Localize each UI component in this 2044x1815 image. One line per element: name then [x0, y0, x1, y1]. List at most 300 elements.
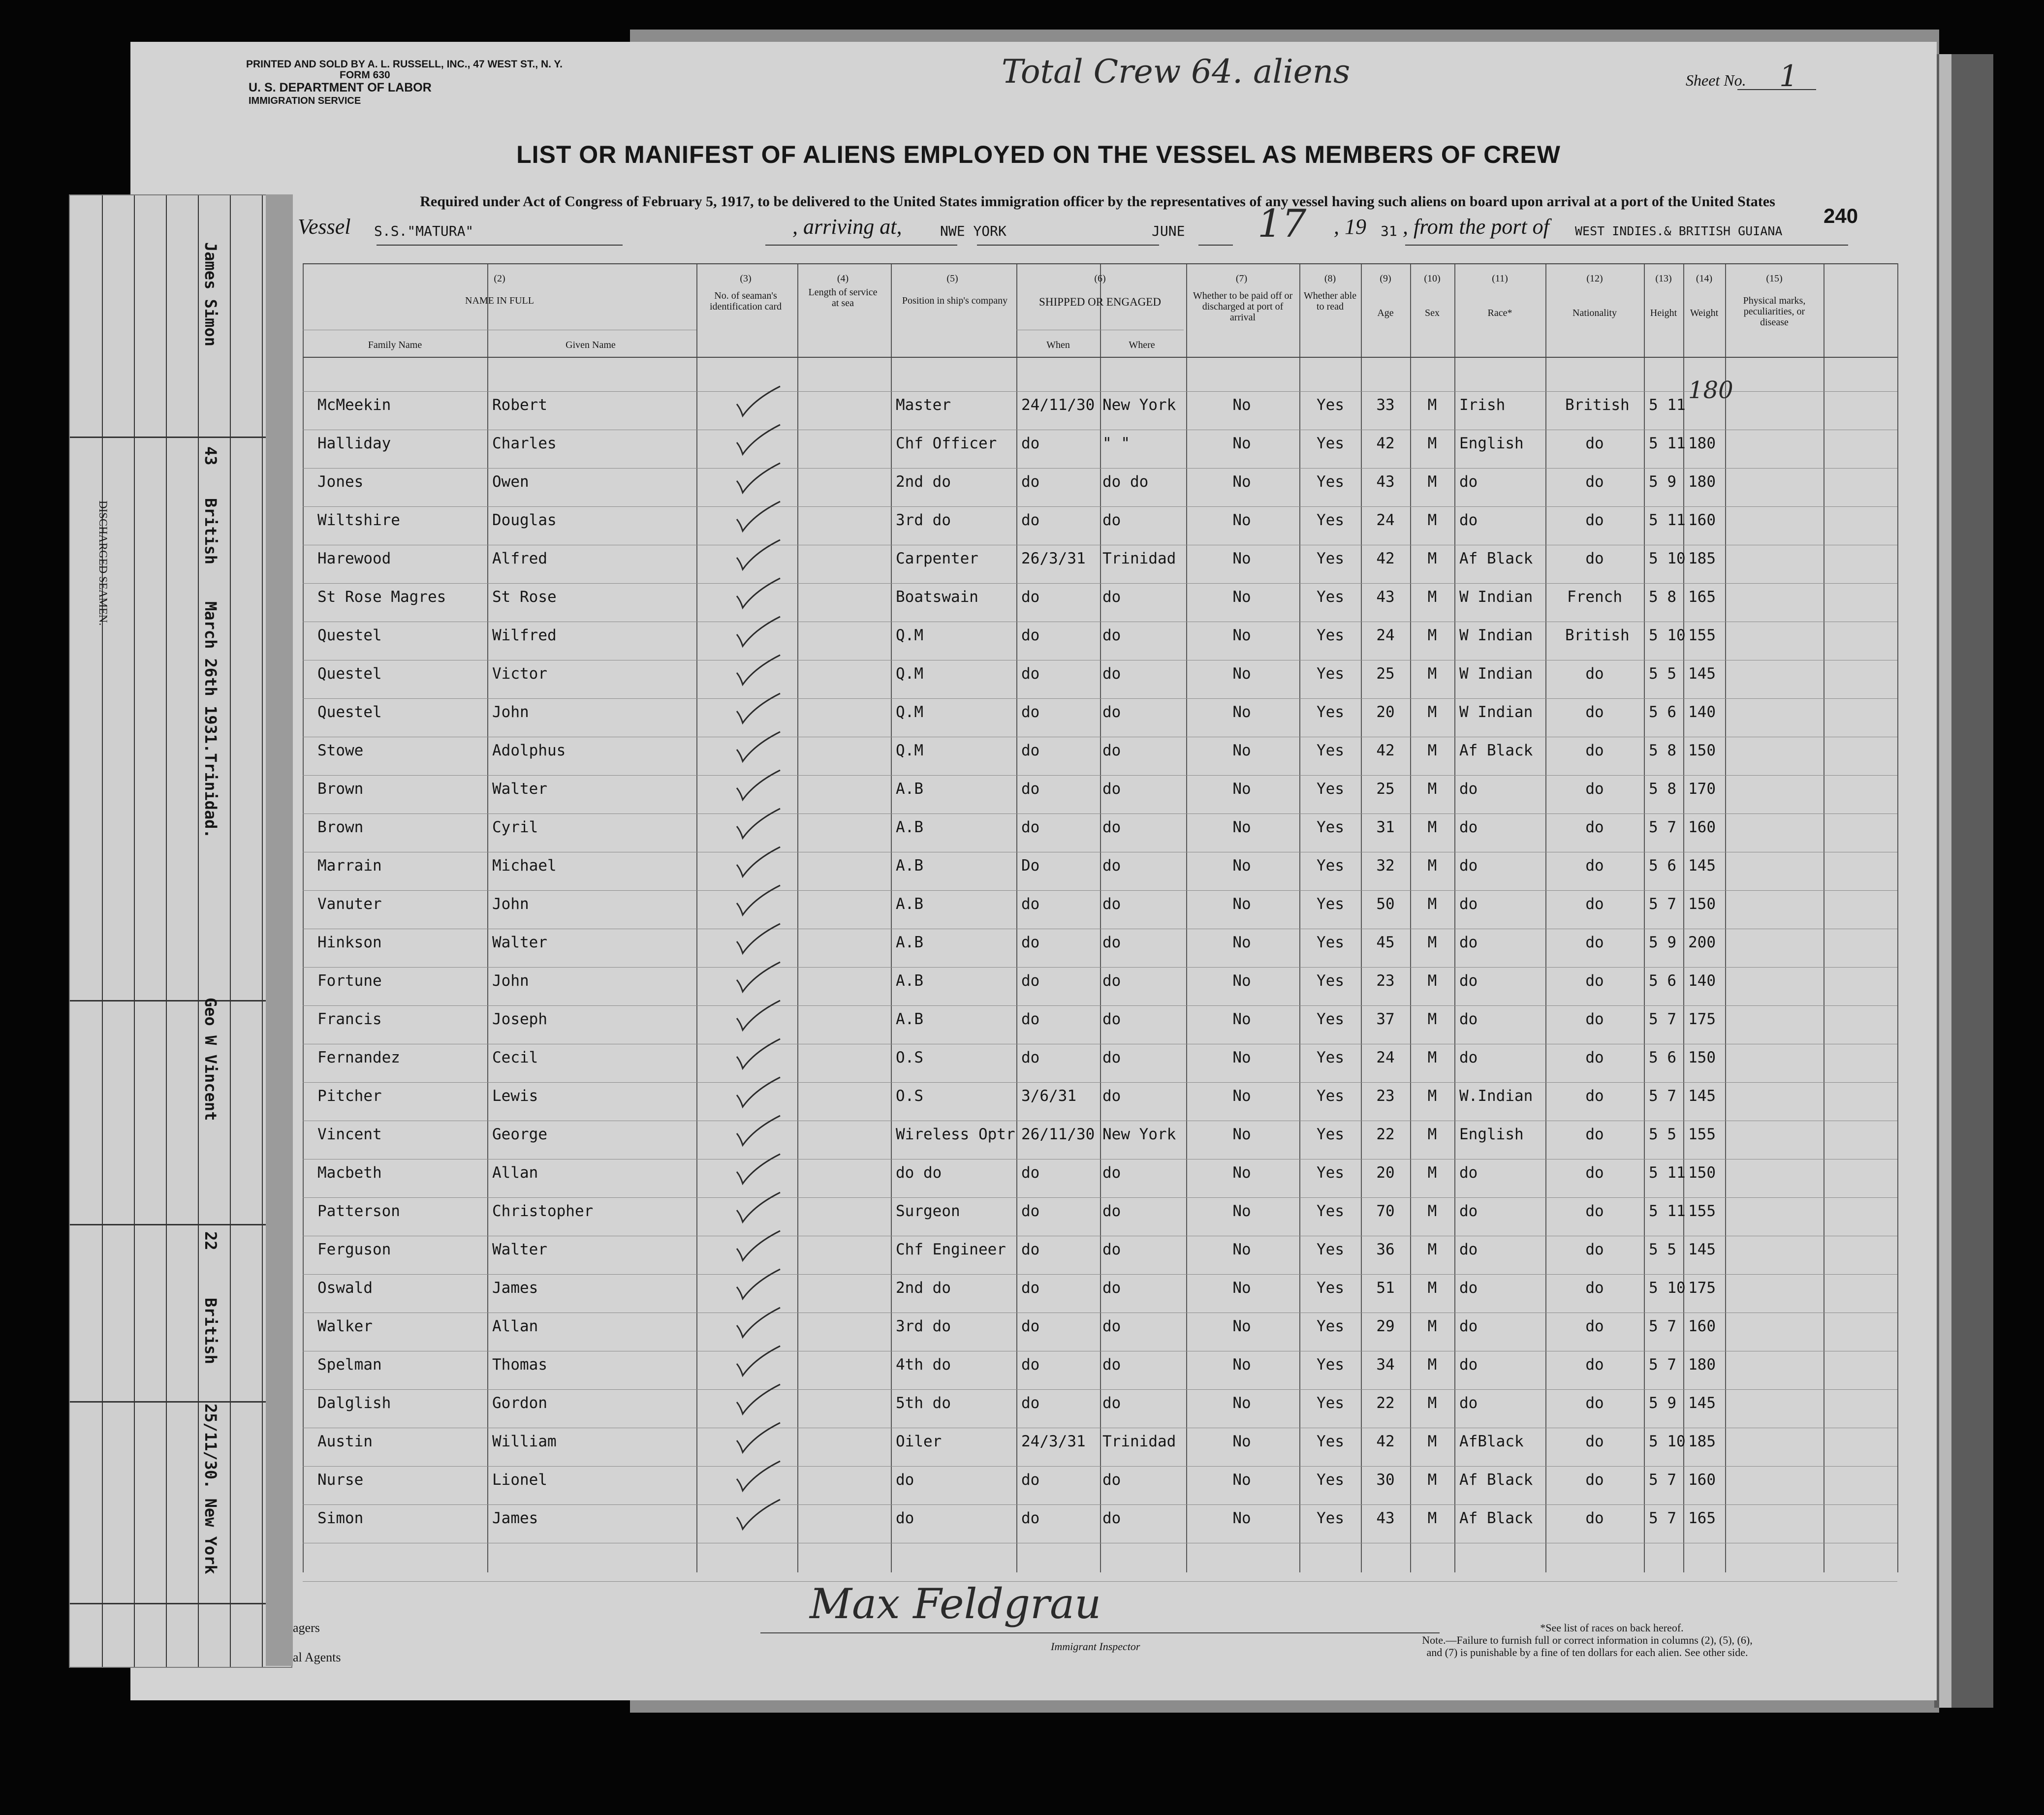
cell-family-name: Francis — [317, 1010, 382, 1028]
cell-shipped-when: do — [1021, 1394, 1040, 1412]
discharged-nationality-2: British — [201, 1298, 220, 1364]
cell-height: 5 11 — [1649, 1202, 1686, 1220]
cell-given-name: Adolphus — [492, 742, 566, 759]
cell-nationality: do — [1585, 435, 1604, 452]
discharged-name-2: Geo W Vincent — [201, 998, 220, 1121]
grid-column-line — [1644, 263, 1645, 1572]
grid-row-line — [303, 698, 1897, 699]
grid-row-line — [303, 468, 1897, 469]
cell-able-to-read: Yes — [1317, 857, 1344, 875]
cell-weight: 150 — [1688, 895, 1716, 913]
cell-able-to-read: Yes — [1317, 1317, 1344, 1335]
cell-age: 43 — [1376, 588, 1395, 606]
cell-paid-off: No — [1232, 396, 1251, 414]
cell-family-name: Oswald — [317, 1279, 373, 1297]
cell-able-to-read: Yes — [1317, 703, 1344, 721]
col6-header: SHIPPED OR ENGAGED — [1039, 296, 1161, 308]
check-mark-icon — [735, 1459, 782, 1493]
grid-column-line — [1299, 263, 1300, 1572]
arrival-month: JUNE — [1152, 223, 1185, 239]
manifest-sheet — [130, 42, 1937, 1700]
cell-family-name: Nurse — [317, 1471, 364, 1489]
cell-paid-off: No — [1232, 1164, 1251, 1182]
col13-number: (13) — [1655, 273, 1672, 284]
cell-given-name: Owen — [492, 473, 529, 491]
strip-column-line — [134, 195, 135, 1667]
cell-nationality: do — [1585, 1087, 1604, 1105]
cell-shipped-when: do — [1021, 780, 1040, 798]
strip-column-line — [166, 195, 167, 1667]
cell-sex: M — [1427, 1087, 1437, 1105]
col6-number: (6) — [1094, 273, 1106, 284]
cell-height: 5 11 — [1649, 435, 1686, 452]
cell-height: 5 7 — [1649, 818, 1676, 836]
grid-row-line — [303, 1389, 1897, 1390]
departure-port: WEST INDIES.& BRITISH GUIANA — [1575, 224, 1783, 238]
cell-age: 51 — [1376, 1279, 1395, 1297]
cell-position: 2nd do — [896, 473, 951, 491]
cell-given-name: Allan — [492, 1164, 538, 1182]
check-mark-icon — [735, 807, 782, 840]
cell-age: 23 — [1376, 1087, 1395, 1105]
cell-age: 43 — [1376, 473, 1395, 491]
cell-age: 20 — [1376, 703, 1395, 721]
check-mark-icon — [735, 615, 782, 648]
cell-nationality: do — [1585, 780, 1604, 798]
cell-height: 5 9 — [1649, 1394, 1676, 1412]
cell-shipped-when: 26/3/31 — [1021, 550, 1086, 567]
cell-family-name: Vincent — [317, 1126, 382, 1143]
cell-height: 5 11 — [1649, 1164, 1686, 1182]
cell-family-name: Questel — [317, 626, 382, 644]
cell-shipped-where: do — [1102, 626, 1121, 644]
cell-able-to-read: Yes — [1317, 895, 1344, 913]
cell-height: 5 9 — [1649, 934, 1676, 951]
cell-height: 5 11 — [1649, 396, 1686, 414]
strip-column-line — [230, 195, 231, 1667]
fine-note-2: and (7) is punishable by a fine of ten dollars for each alien. See other side. — [1426, 1646, 1748, 1659]
cell-family-name: Stowe — [317, 742, 364, 759]
cell-weight: 160 — [1688, 511, 1716, 529]
cell-race: do — [1459, 972, 1478, 990]
col4-header: Length of service at sea — [808, 287, 878, 309]
strip-title: DISCHARGED SEAMEN. — [97, 501, 109, 626]
cell-family-name: Fortune — [317, 972, 382, 990]
cell-able-to-read: Yes — [1317, 1202, 1344, 1220]
cell-able-to-read: Yes — [1317, 1049, 1344, 1066]
cell-shipped-when: do — [1021, 972, 1040, 990]
cell-shipped-when: do — [1021, 934, 1040, 951]
cell-height: 5 8 — [1649, 742, 1676, 759]
cell-age: 29 — [1376, 1317, 1395, 1335]
check-mark-icon — [735, 922, 782, 955]
cell-family-name: Walker — [317, 1317, 373, 1335]
cell-family-name: Pitcher — [317, 1087, 382, 1105]
cell-shipped-where: New York — [1102, 1126, 1176, 1143]
cell-able-to-read: Yes — [1317, 511, 1344, 529]
cell-sex: M — [1427, 1164, 1437, 1182]
col14-number: (14) — [1696, 273, 1713, 284]
cell-weight: 175 — [1688, 1279, 1716, 1297]
check-mark-icon — [735, 423, 782, 456]
cell-given-name: Christopher — [492, 1202, 594, 1220]
cell-nationality: do — [1585, 550, 1604, 567]
cell-age: 22 — [1376, 1126, 1395, 1143]
cell-sex: M — [1427, 550, 1437, 567]
cell-sex: M — [1427, 895, 1437, 913]
col11-number: (11) — [1492, 273, 1508, 284]
check-mark-icon — [735, 883, 782, 917]
cell-given-name: Robert — [492, 396, 547, 414]
cell-weight: 155 — [1688, 1126, 1716, 1143]
col5-header: Position in ship's company — [902, 295, 1008, 306]
cell-shipped-where: do — [1102, 1317, 1121, 1335]
check-mark-icon — [735, 1267, 782, 1301]
cell-given-name: Walter — [492, 1241, 547, 1258]
cell-position: A.B — [896, 818, 923, 836]
cell-age: 24 — [1376, 626, 1395, 644]
cell-shipped-when: do — [1021, 703, 1040, 721]
cell-race: do — [1459, 1202, 1478, 1220]
cell-shipped-when: do — [1021, 588, 1040, 606]
cell-height: 5 5 — [1649, 1241, 1676, 1258]
cell-able-to-read: Yes — [1317, 588, 1344, 606]
cell-family-name: Jones — [317, 473, 364, 491]
cell-shipped-where: do — [1102, 1010, 1121, 1028]
cell-paid-off: No — [1232, 703, 1251, 721]
check-mark-icon — [735, 461, 782, 495]
grid-column-line — [1725, 263, 1726, 1572]
check-mark-icon — [735, 1344, 782, 1377]
cell-shipped-when: do — [1021, 1509, 1040, 1527]
cell-position: A.B — [896, 934, 923, 951]
check-mark-icon — [735, 768, 782, 802]
cell-shipped-where: do — [1102, 511, 1121, 529]
cell-position: 2nd do — [896, 1279, 951, 1297]
strip-divider — [70, 437, 291, 438]
cell-race: English — [1459, 1126, 1524, 1143]
discharged-nationality-1: British — [201, 498, 220, 564]
cell-weight: 180 — [1688, 435, 1716, 452]
cell-age: 43 — [1376, 1509, 1395, 1527]
cell-weight: 165 — [1688, 588, 1716, 606]
cell-age: 20 — [1376, 1164, 1395, 1182]
cell-height: 5 7 — [1649, 1356, 1676, 1374]
cell-given-name: Victor — [492, 665, 547, 683]
cell-shipped-where: do — [1102, 1356, 1121, 1374]
cell-race: do — [1459, 818, 1478, 836]
cell-nationality: do — [1585, 1279, 1604, 1297]
cell-paid-off: No — [1232, 1202, 1251, 1220]
cell-sex: M — [1427, 1509, 1437, 1527]
cell-age: 50 — [1376, 895, 1395, 913]
cell-race: Af Black — [1459, 1509, 1533, 1527]
cell-height: 5 6 — [1649, 1049, 1676, 1066]
department: U. S. DEPARTMENT OF LABOR — [249, 81, 432, 94]
cell-position: 3rd do — [896, 511, 951, 529]
cell-able-to-read: Yes — [1317, 1394, 1344, 1412]
col14-header: Weight — [1690, 308, 1719, 318]
cell-family-name: St Rose Magres — [317, 588, 446, 606]
department-block — [249, 81, 432, 108]
cell-weight: 160 — [1688, 818, 1716, 836]
cell-sex: M — [1427, 1241, 1437, 1258]
cell-able-to-read: Yes — [1317, 818, 1344, 836]
grid-column-line — [891, 263, 892, 1572]
cell-paid-off: No — [1232, 550, 1251, 567]
cell-position: O.S — [896, 1049, 923, 1066]
cell-position: Master — [896, 396, 951, 414]
cell-nationality: British — [1565, 626, 1630, 644]
cell-sex: M — [1427, 473, 1437, 491]
strip-divider — [70, 1401, 291, 1403]
cell-height: 5 11 — [1649, 511, 1686, 529]
cell-weight: 155 — [1688, 1202, 1716, 1220]
check-mark-icon — [735, 384, 782, 418]
year-underline — [1198, 245, 1233, 246]
grid-column-line — [1016, 263, 1017, 1572]
cell-position: Q.M — [896, 665, 923, 683]
cell-given-name: Lewis — [492, 1087, 538, 1105]
grid-header-line — [303, 357, 1897, 358]
cell-shipped-where: do — [1102, 1049, 1121, 1066]
cell-given-name: James — [492, 1509, 538, 1527]
grid-column-line — [303, 263, 304, 1572]
cell-nationality: do — [1585, 1433, 1604, 1450]
year-prefix: , 19 — [1334, 215, 1366, 239]
cell-able-to-read: Yes — [1317, 626, 1344, 644]
cell-able-to-read: Yes — [1317, 972, 1344, 990]
cell-given-name: James — [492, 1279, 538, 1297]
inspector-label: Immigrant Inspector — [1051, 1640, 1140, 1653]
cell-height: 5 5 — [1649, 665, 1676, 683]
cell-race: W Indian — [1459, 665, 1533, 683]
check-mark-icon — [735, 1382, 782, 1416]
cell-height: 5 6 — [1649, 857, 1676, 875]
printer-line — [246, 59, 563, 81]
cell-nationality: French — [1567, 588, 1622, 606]
grid-column-line — [1454, 263, 1455, 1572]
grid-row-line — [303, 506, 1897, 507]
cell-age: 24 — [1376, 1049, 1395, 1066]
cell-able-to-read: Yes — [1317, 1241, 1344, 1258]
cell-shipped-when: do — [1021, 626, 1040, 644]
cell-age: 22 — [1376, 1394, 1395, 1412]
col13-header: Height — [1650, 308, 1677, 318]
cell-family-name: Hinkson — [317, 934, 382, 951]
check-mark-icon — [735, 538, 782, 571]
cell-paid-off: No — [1232, 588, 1251, 606]
cell-given-name: Cyril — [492, 818, 538, 836]
cell-position: Carpenter — [896, 550, 978, 567]
cell-shipped-where: do — [1102, 934, 1121, 951]
check-mark-icon — [735, 845, 782, 878]
cell-weight: 145 — [1688, 1394, 1716, 1412]
cell-nationality: do — [1585, 818, 1604, 836]
discharged-age-1: 43 — [201, 446, 220, 466]
cell-able-to-read: Yes — [1317, 1356, 1344, 1374]
cell-paid-off: No — [1232, 1087, 1251, 1105]
cell-given-name: John — [492, 972, 529, 990]
cell-race: do — [1459, 895, 1478, 913]
cell-paid-off: No — [1232, 1279, 1251, 1297]
cell-weight: 160 — [1688, 1471, 1716, 1489]
grid-column-line — [1186, 263, 1187, 1572]
cell-shipped-where: do — [1102, 972, 1121, 990]
cell-sex: M — [1427, 1394, 1437, 1412]
cell-sex: M — [1427, 972, 1437, 990]
strip-column-line — [102, 195, 103, 1667]
cell-given-name: Walter — [492, 780, 547, 798]
grid-row-line — [303, 1197, 1897, 1198]
cell-paid-off: No — [1232, 435, 1251, 452]
cell-sex: M — [1427, 1202, 1437, 1220]
cell-shipped-when: do — [1021, 435, 1040, 452]
cell-shipped-where: New York — [1102, 396, 1176, 414]
cell-race: do — [1459, 1317, 1478, 1335]
cell-able-to-read: Yes — [1317, 780, 1344, 798]
grid-row-line — [303, 583, 1897, 584]
cell-paid-off: No — [1232, 895, 1251, 913]
from-label: , from the port of — [1403, 215, 1549, 239]
strip-divider — [70, 1000, 291, 1001]
cell-sex: M — [1427, 934, 1437, 951]
cell-given-name: George — [492, 1126, 547, 1143]
cell-family-name: Harewood — [317, 550, 391, 567]
check-mark-icon — [735, 1306, 782, 1339]
cell-height: 5 7 — [1649, 1471, 1676, 1489]
cell-family-name: Macbeth — [317, 1164, 382, 1182]
cell-weight: 145 — [1688, 1241, 1716, 1258]
cell-shipped-where: do — [1102, 1087, 1121, 1105]
cell-able-to-read: Yes — [1317, 396, 1344, 414]
cell-able-to-read: Yes — [1317, 1010, 1344, 1028]
cell-shipped-when: 24/11/30 — [1021, 396, 1095, 414]
cell-sex: M — [1427, 396, 1437, 414]
page-subtitle: Required under Act of Congress of February 5, 1917, to be delivered to the United States immigration officer by the representatives of any vessel having such aliens on board upon arrival at a port of the United States — [420, 193, 1775, 210]
cell-nationality: do — [1585, 742, 1604, 759]
cell-age: 70 — [1376, 1202, 1395, 1220]
check-mark-icon — [735, 1075, 782, 1109]
cell-nationality: do — [1585, 511, 1604, 529]
cell-weight: 145 — [1688, 857, 1716, 875]
cell-given-name: Walter — [492, 934, 547, 951]
cell-position: Chf Officer — [896, 435, 997, 452]
grid-row-line — [303, 1274, 1897, 1275]
cell-race: AfBlack — [1459, 1433, 1524, 1450]
cell-nationality: do — [1585, 1010, 1604, 1028]
cell-handwritten-note: 180 — [1688, 376, 1733, 404]
cell-shipped-when: do — [1021, 1241, 1040, 1258]
cell-height: 5 10 — [1649, 550, 1686, 567]
cell-sex: M — [1427, 1126, 1437, 1143]
cell-paid-off: No — [1232, 742, 1251, 759]
cell-able-to-read: Yes — [1317, 1471, 1344, 1489]
cell-position: O.S — [896, 1087, 923, 1105]
page-title: LIST OR MANIFEST OF ALIENS EMPLOYED ON THE VESSEL AS MEMBERS OF CREW — [516, 141, 1561, 168]
cell-position: do — [896, 1509, 914, 1527]
cell-family-name: Questel — [317, 665, 382, 683]
cell-able-to-read: Yes — [1317, 1164, 1344, 1182]
cell-sex: M — [1427, 435, 1437, 452]
col7-header: Whether to be paid off or discharged at port of arrival — [1193, 290, 1293, 323]
cell-able-to-read: Yes — [1317, 550, 1344, 567]
cell-race: do — [1459, 511, 1478, 529]
cell-position: 5th do — [896, 1394, 951, 1412]
col8-header: Whether able to read — [1303, 290, 1357, 312]
sheet-underline — [1737, 89, 1816, 90]
form-number: FORM 630 — [340, 69, 390, 81]
col2-header: NAME IN FULL — [465, 295, 534, 306]
cell-family-name: Dalglish — [317, 1394, 391, 1412]
cell-race: do — [1459, 1241, 1478, 1258]
cell-position: A.B — [896, 895, 923, 913]
cell-age: 32 — [1376, 857, 1395, 875]
cell-able-to-read: Yes — [1317, 1126, 1344, 1143]
cell-height: 5 6 — [1649, 972, 1676, 990]
cell-weight: 140 — [1688, 972, 1716, 990]
cell-weight: 150 — [1688, 742, 1716, 759]
cell-race: do — [1459, 1394, 1478, 1412]
inspector-signature: Max Feldgrau — [810, 1580, 1101, 1628]
year-suffix: 31 — [1381, 223, 1397, 239]
cell-shipped-where: " " — [1102, 435, 1130, 452]
cell-nationality: do — [1585, 1049, 1604, 1066]
check-mark-icon — [735, 1498, 782, 1531]
cell-shipped-when: do — [1021, 1317, 1040, 1335]
cell-shipped-where: Trinidad — [1102, 550, 1176, 567]
cell-shipped-when: do — [1021, 665, 1040, 683]
cell-family-name: Halliday — [317, 435, 391, 452]
cell-race: Af Black — [1459, 1471, 1533, 1489]
col12-header: Nationality — [1572, 308, 1617, 318]
cell-sex: M — [1427, 742, 1437, 759]
vessel-underline — [377, 245, 623, 246]
cell-shipped-where: do — [1102, 818, 1121, 836]
cell-family-name: Ferguson — [317, 1241, 391, 1258]
cell-able-to-read: Yes — [1317, 435, 1344, 452]
cell-family-name: Fernandez — [317, 1049, 400, 1066]
cell-paid-off: No — [1232, 1509, 1251, 1527]
check-mark-icon — [735, 1190, 782, 1224]
cell-able-to-read: Yes — [1317, 1279, 1344, 1297]
cell-weight: 175 — [1688, 1010, 1716, 1028]
cell-position: Q.M — [896, 742, 923, 759]
cell-nationality: do — [1585, 934, 1604, 951]
cell-height: 5 8 — [1649, 780, 1676, 798]
cell-age: 25 — [1376, 665, 1395, 683]
col11-header: Race* — [1487, 308, 1512, 318]
col9-number: (9) — [1380, 273, 1391, 284]
grid-column-line — [1100, 263, 1101, 1572]
cell-position: Chf Engineer — [896, 1241, 1006, 1258]
check-mark-icon — [735, 1421, 782, 1454]
cell-given-name: Allan — [492, 1317, 538, 1335]
cell-family-name: Wiltshire — [317, 511, 400, 529]
cell-age: 42 — [1376, 435, 1395, 452]
cell-age: 25 — [1376, 780, 1395, 798]
cell-sex: M — [1427, 818, 1437, 836]
grid-column-line — [1897, 263, 1898, 1572]
cell-family-name: Vanuter — [317, 895, 382, 913]
cell-height: 5 7 — [1649, 1509, 1676, 1527]
from-underline — [1405, 245, 1848, 246]
cell-nationality: do — [1585, 665, 1604, 683]
grid-column-line — [1361, 263, 1362, 1572]
grid-column-line — [487, 263, 488, 1572]
cell-shipped-where: do — [1102, 588, 1121, 606]
grid-row-line — [303, 1082, 1897, 1083]
